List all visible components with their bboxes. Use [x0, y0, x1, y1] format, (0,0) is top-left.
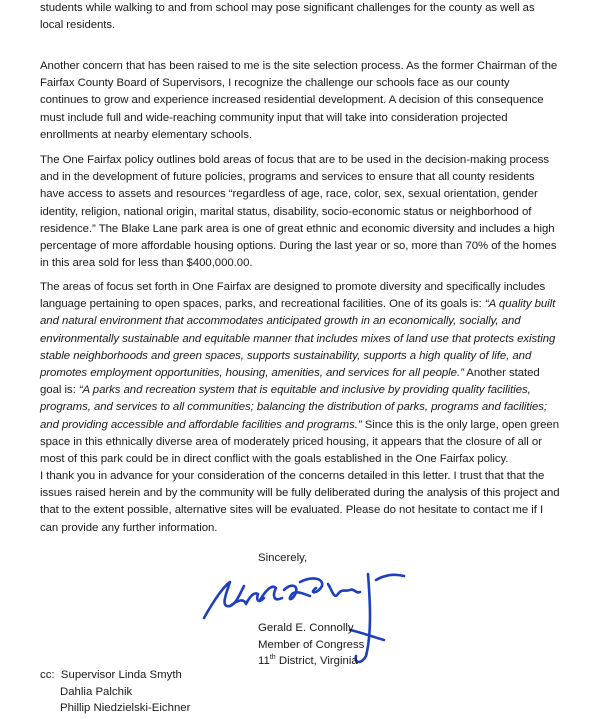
- cc-recipient: Dahlia Palchik: [60, 685, 133, 698]
- signature-block: [258, 620, 364, 670]
- signer-title: Member of Congress: [258, 638, 365, 651]
- cc-label: cc:: [40, 669, 55, 681]
- district-number: 11: [258, 655, 270, 667]
- cc-recipient: Phillip Niedzielski-Eichner: [60, 702, 191, 714]
- cc-line-2: [40, 684, 190, 701]
- paragraph-2: Another concern that has been raised to me is the site selection process. As the former Chairman of the Fairfax County Board of Supervisors, I recognize the challenge our schools face as our county continues to grow and experience increased residential development. A decision of this consequence must include full and wide-reaching community input that will take into consideration projected enrollments at nearby elementary schools.: [40, 60, 558, 141]
- paragraph-3: The One Fairfax policy outlines bold areas of focus that are to be used in the decision-making process and in the development of future policies, programs and services to ensure that all county residents have access to assets and resources “regardless of age, race, color, sex, sexual orientation, gender identity, religion, national origin, marital status, disability, socio-economic status or neighborhood of residence.” The Blake Lane park area is one of great ethnic and economic diversity and includes a high percentage of more affordable housing options. During the last year or so, more than 70% of the homes in this area sold for less than $400,000.00.: [40, 154, 557, 270]
- cc-line-3: [40, 700, 190, 717]
- paragraph-4-quote-2: “A parks and recreation system that is equitable and inclusive by providing quality facilities, programs, and services to all communities; balancing the distribution of parks, programs and facilities; and providing accessible and affordable facilities and programs.”: [40, 384, 547, 431]
- district-label: District, Virginia: [275, 655, 358, 667]
- signer-name: Gerald E. Connolly: [258, 622, 354, 634]
- signer-district: [258, 653, 364, 670]
- paragraph-4-text-a: The areas of focus set forth in One Fairfax are designed to promote diversity and specifically includes language pertaining to open spaces, parks, and recreational facilities. One of its goals is:: [40, 281, 546, 311]
- paragraph-4-text-c: Since this is the only large, open green space in this ethnically diverse area of moderately priced housing, it appears that the closure of all or most of this park could be in direct conflict with the goals established in the One Fairfax policy.: [40, 418, 559, 466]
- paragraph-4-quote-1: “A quality built and natural environment that accommodates anticipated growth in an economically, socially, and environmentally sustainable and equitable manner that includes mixes of land use that protects existing stable neighborhoods and green spaces, supports sustainability, supports a high quality of life, and promotes employment opportunities, housing, amenities, and services for all people.”: [40, 298, 556, 380]
- paragraph-4-text-b: Another stated goal is:: [40, 367, 540, 397]
- cc-recipient: Supervisor Linda Smyth: [60, 669, 182, 681]
- paragraph-1: students while walking to and from school may pose significant challenges for the county as well as local residents.: [40, 2, 535, 32]
- closing-salutation: Sincerely,: [258, 552, 308, 564]
- cc-line-1: [40, 667, 190, 684]
- paragraph-4: [40, 279, 560, 468]
- paragraph-5: I thank you in advance for your consideration of the concerns detailed in this letter. I trust that that the issues raised herein and by the community will be fully deliberated during the analysis of this project and that to the extent possible, alternative sites will be evaluated. Please do not hesitate to contact me if I can provide any further information.: [40, 470, 560, 534]
- cc-list: [40, 667, 190, 717]
- district-ordinal: th: [269, 654, 276, 662]
